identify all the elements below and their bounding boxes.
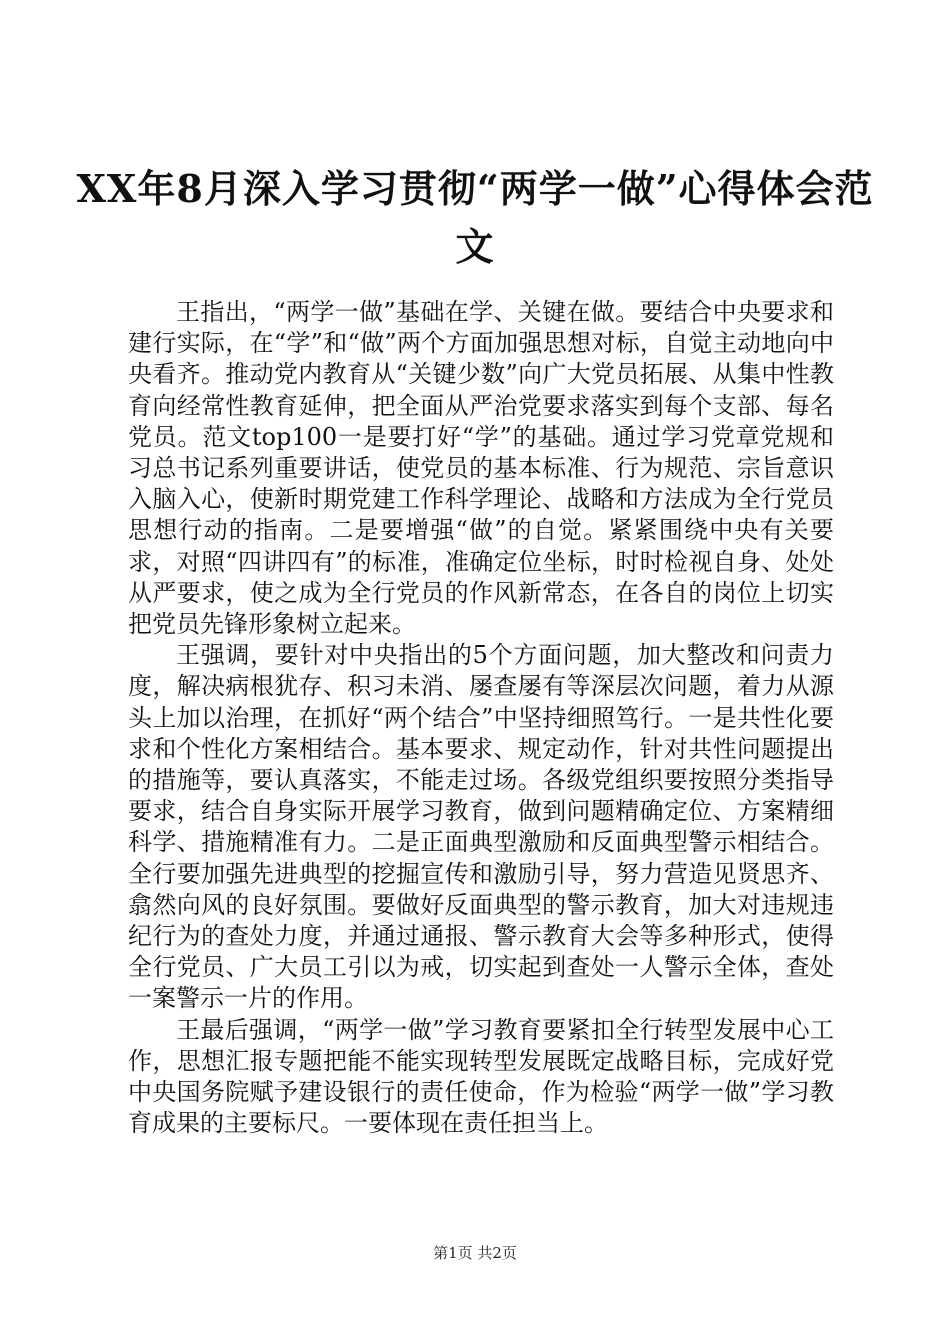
paragraph-3: 王最后强调，“两学一做”学习教育要紧扣全行转型发展中心工作，思想汇报专题把能不能实现转型发展既定战略目标，完成好党中央国务院赋予建设银行的责任使命，作为检验“两学一做”学习教育成果的主要标尺。一要体现在责任担当上。	[128, 1015, 834, 1138]
paragraph-1: 王指出，“两学一做”基础在学、关键在做。要结合中央要求和建行实际，在“学”和“做”两个方面加强思想对标，自觉主动地向中央看齐。推动党内教育从“关键少数”向广大党员拓展、从集中性教育向经常性教育延伸，把全面从严治党要求落实到每个支部、每名党员。范文top100一是要打好“学”的基础。通过学习党章党规和习总书记系列重要讲话，使党员的基本标准、行为规范、宗旨意识入脑入心，使新时期党建工作科学理论、战略和方法成为全行党员思想行动的指南。二是要增强“做”的自觉。紧紧围绕中央有关要求，对照“四讲四有”的标准，准确定位坐标，时时检视自身、处处从严要求，使之成为全行党员的作风新常态，在各自的岗位上切实把党员先锋形象树立起来。	[128, 298, 834, 639]
paragraph-2: 王强调，要针对中央指出的5个方面问题，加大整改和问责力度，解决病根犹存、积习未消、屡查屡有等深层次问题，着力从源头上加以治理，在抓好“两个结合”中坚持细照笃行。一是共性化要求和个性化方案相结合。基本要求、规定动作，针对共性问题提出的措施等，要认真落实，不能走过场。各级党组织要按照分类指导要求，结合自身实际开展学习教育，做到问题精确定位、方案精细科学、措施精准有力。二是正面典型激励和反面典型警示相结合。全行要加强先进典型的挖掘宣传和激励引导，努力营造见贤思齐、翕然向风的良好氛围。要做好反面典型的警示教育，加大对违规违纪行为的查处力度，并通过通报、警示教育大会等多种形式，使得全行党员、广大员工引以为戒，切实起到查处一人警示全体，查处一案警示一片的作用。	[128, 641, 834, 1013]
document-body	[128, 297, 834, 1139]
page-number-footer: 第1页 共2页	[433, 1244, 517, 1262]
document-title: XX年8月深入学习贯彻“两学一做”心得体会范文	[76, 166, 874, 269]
